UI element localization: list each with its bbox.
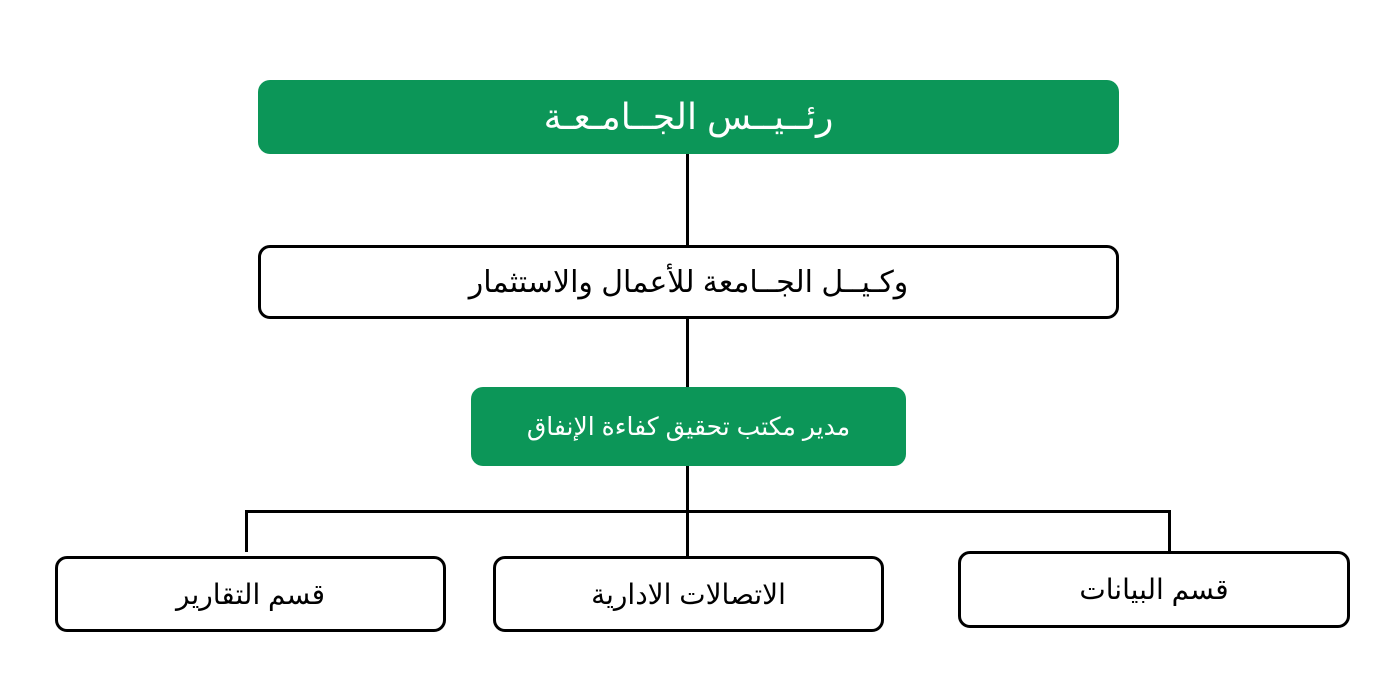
node-reports-dept-label: قسم التقارير [176,578,325,610]
node-admin-comms [493,556,884,632]
node-data-dept [958,551,1350,628]
node-admin-comms-label: الاتصالات الادارية [591,578,786,610]
node-reports-dept [55,556,446,632]
connector-branch-data [1168,510,1171,552]
node-president-label: رئــيــس الجــامـعـة [543,96,834,137]
node-office-director [471,387,906,466]
node-vice-president-label: وكـيــل الجــامعة للأعمال والاستثمار [468,265,909,299]
node-data-dept-label: قسم البيانات [1079,574,1229,605]
connector-president-vice [686,153,689,246]
node-vice-president [258,245,1119,319]
connector-horizontal-branch [245,510,1171,513]
node-office-director-label: مدير مكتب تحقيق كفاءة الإنفاق [526,412,851,441]
connector-vice-director [686,318,689,388]
node-president [258,80,1119,154]
connector-branch-reports [245,510,248,552]
